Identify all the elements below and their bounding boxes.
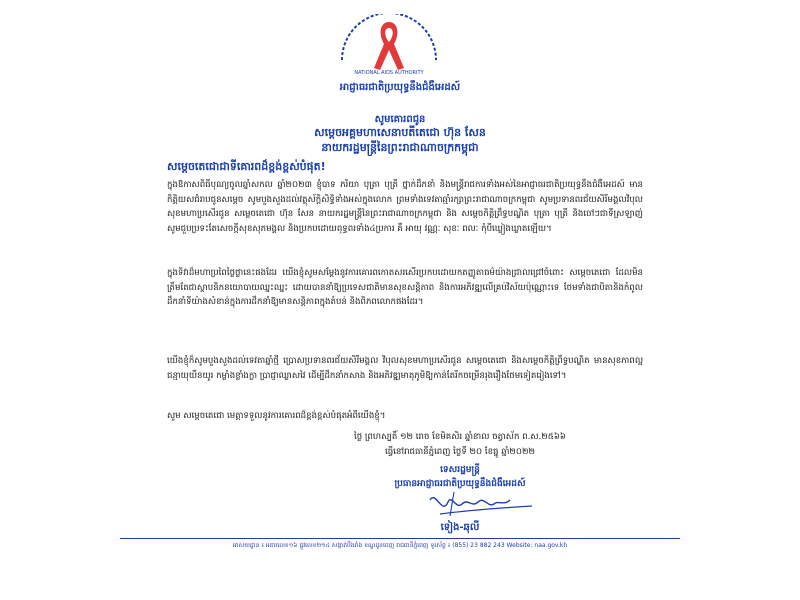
closing-line: សូម សម្តេចតេជោ មេត្តាទទួលនូវការគោរពដ៏ខ្ពង់ខ្ពស់បំផុតអំពីយើងខ្ញុំ។ [167,411,386,421]
logo-caption: NATIONAL AIDS AUTHORITY [354,70,424,76]
salutation-line1: សូមគោរពជូន [374,114,426,125]
footer-address: អាសយដ្ឋាន ៖ អគារលេខ១៦ ផ្លូវលេខ២១៤ សង្កាត់បឹងរាំង ខណ្ឌដូនពេញ រាជធានីភ្នំពេញ ទូរស័ព្ទ ៖ (855) 23 882 243 Website: naa.gov.kh [232,542,568,549]
paragraph-3: យើងខ្ញុំក៏សូមបួងសួងដល់ទេវតាឆ្នាំថ្មី ប្រោសប្រទានពរជ័យសិរីមង្គល វិបុលសុខមហាប្រសើរជូន សម្តេចតេជោ និងសម្តេចកិត្តិព្រឹទ្ធបណ្ឌិត មានសុខភាពល្អ ជន្មាយុយឺនយូរ កម្លាំងខ្លាំងក្លា ប្រាជ្ញាឈ្លាសវៃ ដើម្បីដឹកនាំកសាង និងអភិវឌ្ឍមាតុភូមិឱ្យកាន់តែរីកចម្រើនរុងរឿងថែមទៀតរៀងទៅ។ [167,356,643,381]
signatory-name: ទៀង-ឆុលី [440,522,480,533]
authority-name: អាជ្ញាធរជាតិប្រយុទ្ធនឹងជំងឺអេដស៍ [339,82,461,93]
solar-date: ធ្វើនៅរាជធានីភ្នំពេញ ថ្ងៃទី ២០ ខែធ្នូ ឆ្នាំ២០២២ [384,447,536,457]
signatory-title: ទេសរដ្ឋមន្ត្រី [440,465,480,475]
salutation-line2: សម្តេចអគ្គមហាសេនាបតីតេជោ ហ៊ុន សែន [314,126,486,139]
greeting: សម្តេចតេជោជាទីគោរពដ៏ខ្ពង់ខ្ពស់បំផុត! [167,160,326,173]
paragraph-1: ក្នុងឱកាសពិធីបុណ្យចូលឆ្នាំសកល ឆ្នាំ២០២៣ ខ្ញុំបាទ ភរិយា បុត្រា បុត្រី ថ្នាក់ដឹកនាំ និងមន្ត្រីរាជការទាំងអស់នៃអាជ្ញាធរជាតិប្រយុទ្ធនឹងជំងឺអេដស៍ មានកិត្តិយសជំរាបជូនសម្តេច សូមបួងសួងដល់វត្ថុស័ក្តិសិទ្ធិទាំងអស់ក្នុងលោក ព្រមទាំងទេវតាឆ្មាំរក្សាព្រះរាជាណាចក្រកម្ពុជា សូមប្រទានពរជ័យសិរីមង្គលវិបុលសុខមហាប្រសើរជូន សម្តេចតេជោ ហ៊ុន សែន នាយករដ្ឋមន្ត្រីនៃព្រះរាជាណាចក្រកម្ពុជា និង សម្តេចកិត្តិព្រឹទ្ធបណ្ឌិត បុត្រា បុត្រី និងចៅៗជាទីស្រឡាញ់ សូមជួបប្រទះតែសេចក្តីសុខសុភមង្គល និងប្រកបដោយពុទ្ធពរទាំង៤ប្រការ គឺ អាយុ វណ្ណៈ សុខៈ ពលៈ កុំបីឃ្លៀងឃ្លាតឡើយ។ [167,180,643,234]
lunar-date: ថ្ងៃ ព្រហស្បតិ៍ ១២ រោច ខែមិគសិរ ឆ្នាំខាល ចត្វាស័ក ព.ស.២៥៦៦ [353,432,567,442]
paragraph-2: ក្នុងទិវាដ៏មហាប្រពៃថ្លៃថ្លានេះផងដែរ យើងខ្ញុំសូមសម្តែងនូវការគោរពកោតសរសើរប្រកបដោយកតញ្ញូតាធម៌យ៉ាងជ្រាលជ្រៅចំពោះ សម្តេចតេជោ ដែលមិនត្រឹមតែជាស្ថាបនិកនយោបាយឈ្នះឈ្នះ ដោយបាននាំឱ្យប្រទេសជាតិមានសុខសន្តិភាព និងការអភិវឌ្ឍលើគ្រប់វិស័យប៉ុណ្ណោះទេ ថែមទាំងជាបិតានិងកំពូលដឹកនាំទីយ៉ាងសំខាន់ក្នុងការដឹកនាំឱ្យមានសន្តិភាពក្នុងតំបន់ និងពិភពលោកផងដែរ។ [167,268,643,308]
signatory-role: ប្រធានអាជ្ញាធរជាតិប្រយុទ្ធនឹងជំងឺអេដស៍ [394,479,526,489]
naa-logo [334,14,444,76]
salutation-line3: នាយករដ្ឋមន្ត្រីនៃព្រះរាជាណាចក្រកម្ពុជា [321,141,479,154]
ribbon-icon [374,22,404,70]
footer-divider [120,538,680,539]
